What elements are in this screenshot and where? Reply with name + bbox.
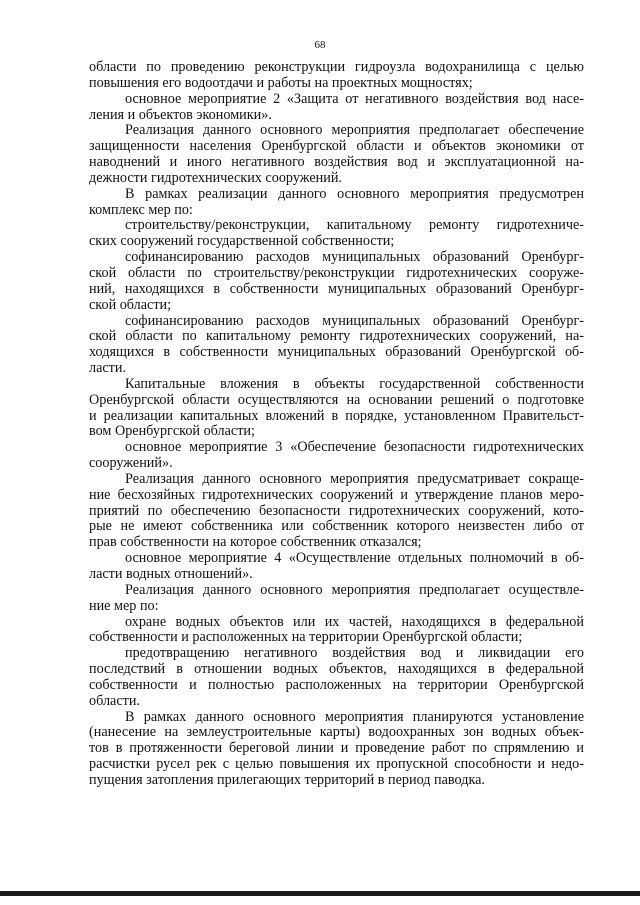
text-line: Реализация данного основного мероприятия предполагает осуществле-: [125, 581, 584, 598]
text-line: софинансированию расходов муниципальных образований Оренбург-: [125, 312, 584, 329]
text-line: Капитальные вложения в объекты государственной собственности: [125, 375, 584, 392]
text-line: ления и объектов экономики».: [89, 106, 272, 123]
text-line: ской области;: [89, 296, 172, 313]
text-line: В рамках реализации данного основного мероприятия предусмотрен: [125, 185, 584, 202]
text-line: охране водных объектов или их частей, находящихся в федеральной: [125, 613, 584, 630]
text-line: прав собственности на которое собственник отказался;: [89, 534, 422, 551]
text-line: собственности и расположенных на территории Оренбургской области;: [89, 629, 523, 646]
document-body: [89, 60, 584, 789]
text-line: сооружений».: [89, 455, 173, 472]
text-line: ских сооружений государственной собственности;: [89, 233, 395, 250]
text-line: наводнений и иного негативного воздействия вод и эксплуатационной на-: [89, 154, 584, 171]
text-line: и реализации капитальных вложений в порядке, установленном Правительст-: [89, 407, 584, 424]
page-number: 68: [314, 39, 326, 51]
text-line: расчистки русел рек с целью повышения их пропускной способности и недо-: [89, 756, 584, 773]
text-line: ние мер по:: [89, 597, 159, 614]
text-line: ской области по капитальному ремонту гидротехнических сооружений, на-: [89, 328, 584, 345]
text-line: ской области по строительству/реконструкции гидротехнических сооруже-: [89, 264, 584, 281]
text-line: тов в протяженности береговой линии и проведение работ по спрямлению и: [89, 740, 584, 757]
text-line: основное мероприятие 2 «Защита от негативного воздействия вод насе-: [125, 90, 584, 107]
text-line: области.: [89, 692, 140, 709]
text-line: комплекс мер по:: [89, 201, 193, 218]
text-line: Оренбургской области осуществляются на основании решений о подготовке: [89, 391, 584, 408]
text-line: ласти водных отношений».: [89, 566, 253, 582]
page-bottom-border: [0, 891, 640, 896]
text-line: Реализация данного основного мероприятия предполагает обеспечение: [125, 122, 584, 139]
text-line: области по проведению реконструкции гидроузла водохранилища с целью: [89, 59, 584, 75]
text-line: пущения затопления прилегающих территорий в период паводка.: [89, 771, 485, 788]
text-line: ходящихся в собственности муниципальных образований Оренбургской об-: [89, 344, 584, 361]
text-line: В рамках данного основного мероприятия планируются установление: [125, 708, 584, 725]
text-line: предотвращению негативного воздействия вод и ликвидации его: [125, 645, 584, 662]
text-line: Реализация данного основного мероприятия предусматривает сокраще-: [125, 470, 584, 487]
text-line: основное мероприятие 3 «Обеспечение безопасности гидротехнических: [125, 439, 584, 456]
text-line: приятий по обеспечению безопасности гидротехнических сооружений, кото-: [89, 502, 584, 519]
text-line: основное мероприятие 4 «Осуществление отдельных полномочий в об-: [125, 550, 584, 567]
text-line: софинансированию расходов муниципальных образований Оренбург-: [125, 249, 584, 266]
text-line: собственности и полностью расположенных на территории Оренбургской: [89, 676, 584, 693]
text-line: строительству/реконструкции, капитальному ремонту гидротехниче-: [125, 217, 584, 234]
text-line: ний, находящихся в собственности муниципальных образований Оренбург-: [89, 280, 584, 297]
text-line: (нанесение на землеустроительные карты) водоохранных зон водных объек-: [89, 724, 584, 741]
text-line: дежности гидротехнических сооружений.: [89, 169, 342, 186]
text-line: рые не имеют собственника или собственник которого неизвестен либо от: [89, 518, 584, 535]
text-line: защищенности населения Оренбургской области и объектов экономики от: [89, 138, 584, 155]
text-line: вом Оренбургской области;: [89, 423, 255, 440]
text-line: ние бесхозяйных гидротехнических сооружений и утверждение планов меро-: [89, 486, 584, 503]
text-line: повышения его водоотдачи и работы на проектных мощностях;: [89, 74, 473, 91]
text-line: последствий в отношении водных объектов, находящихся в федеральной: [89, 661, 584, 678]
text-line: ласти.: [89, 360, 127, 377]
